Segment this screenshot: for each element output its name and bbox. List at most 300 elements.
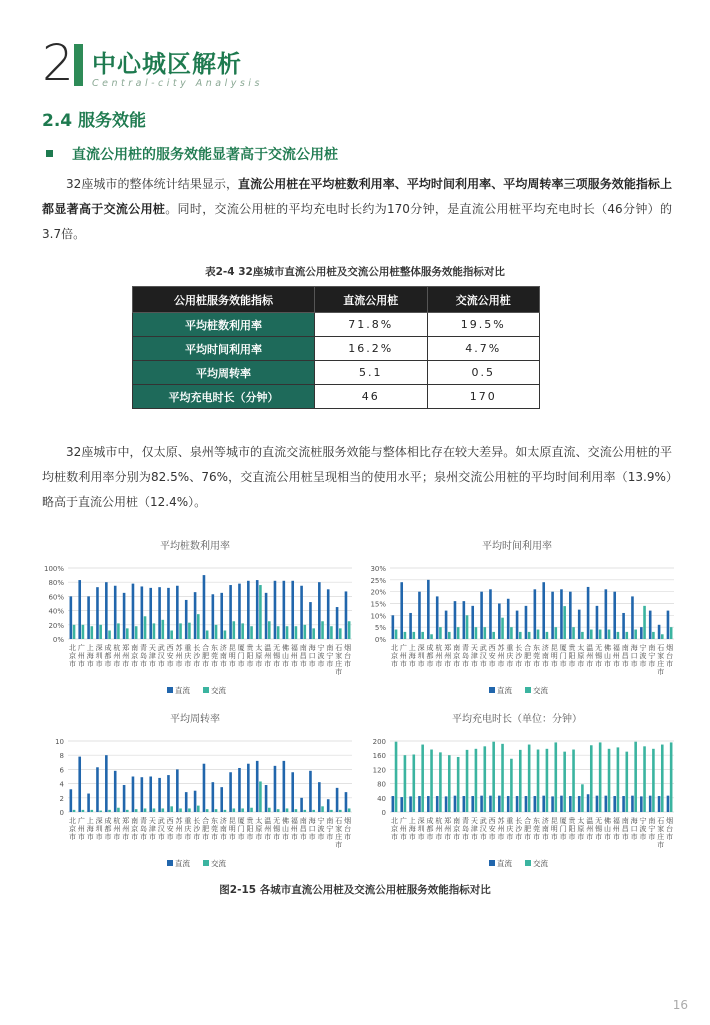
- bar-ac: [153, 623, 156, 639]
- x-tick-label: 海口市: [308, 817, 316, 841]
- row-label: 平均周转率: [133, 361, 315, 385]
- bar-dc: [454, 796, 457, 812]
- bar-dc: [471, 606, 474, 639]
- y-tick-label: 80: [377, 780, 386, 789]
- bar-dc: [489, 796, 492, 812]
- x-tick-label: 昆明市: [228, 817, 236, 841]
- bar-dc: [132, 777, 135, 813]
- x-tick-label: 烟台市: [344, 817, 352, 841]
- y-tick-label: 120: [372, 766, 386, 775]
- x-tick-label: 成都市: [104, 817, 112, 841]
- bar-dc: [489, 589, 492, 639]
- x-tick-label: 重庆市: [184, 817, 192, 841]
- x-tick-label: 北京市: [390, 644, 398, 668]
- x-tick-label: 南昌市: [299, 644, 307, 668]
- x-tick-label: 无锡市: [595, 644, 603, 668]
- bar-dc: [336, 607, 339, 639]
- bar-dc: [256, 761, 259, 812]
- bar-dc: [445, 611, 448, 639]
- bar-ac: [170, 630, 173, 639]
- x-tick-label: 无锡市: [595, 817, 603, 841]
- bar-ac: [82, 625, 85, 639]
- y-tick-label: 200: [372, 738, 386, 746]
- legend-label: 直流: [497, 859, 512, 868]
- bar-ac: [108, 810, 111, 812]
- bar-dc: [318, 782, 321, 812]
- x-tick-label: 杭州市: [113, 644, 121, 668]
- x-tick-label: 广州市: [77, 644, 85, 668]
- legend-swatch: [525, 860, 531, 866]
- x-tick-label: 重庆市: [184, 644, 192, 668]
- bar-ac: [501, 744, 504, 812]
- bar-ac: [421, 632, 424, 639]
- x-tick-label: 深圳市: [417, 817, 425, 841]
- bar-dc: [78, 580, 81, 639]
- row-label: 平均时间利用率: [133, 337, 315, 361]
- bar-dc: [480, 592, 483, 639]
- legend-label: 交流: [533, 859, 548, 868]
- bar-ac: [117, 808, 120, 812]
- figure-caption: 图2-15 各城市直流公用桩及交流公用桩服务效能指标对比: [219, 884, 491, 896]
- x-tick-label: 温州市: [586, 817, 594, 841]
- bar-dc: [283, 761, 286, 812]
- x-tick-label: 昆明市: [228, 644, 236, 668]
- bar-ac: [312, 628, 315, 639]
- x-tick-label: 北京市: [68, 817, 76, 841]
- bar-ac: [312, 810, 315, 812]
- x-tick-label: 太原市: [255, 817, 263, 841]
- bar-dc: [516, 796, 519, 812]
- bar-ac: [492, 632, 495, 639]
- bar-dc: [507, 599, 510, 639]
- x-tick-label: 长沙市: [515, 817, 523, 841]
- bar-dc: [114, 586, 117, 639]
- bar-dc: [658, 796, 661, 812]
- x-tick-label: 海口市: [308, 644, 316, 668]
- chapter-title: 中心城区解析: [92, 50, 242, 78]
- dc-value: 71.8%: [315, 313, 428, 337]
- x-tick-label: 佛山市: [281, 817, 289, 841]
- x-tick-label: 烟台市: [344, 644, 352, 668]
- x-tick-label: 合肥市: [202, 644, 210, 668]
- bar-ac: [546, 749, 549, 812]
- bar-dc: [167, 588, 170, 639]
- bar-ac: [224, 810, 227, 812]
- y-tick-label: 30%: [370, 565, 386, 573]
- paragraph-detail: 32座城市中，仅太原、泉州等城市的直流交流桩服务效能与整体相比存在较大差异。如太原直流、交流公用桩的平均桩数利用率分别为82.5%、76%，交直流公用桩呈现相当的使用水平；泉州交流公用桩的平均时间利用率（13.9%）略高于直流公用桩（12.4%）。: [42, 445, 672, 509]
- bar-dc: [649, 796, 652, 812]
- x-tick-label: 宁波市: [639, 644, 647, 668]
- bar-ac: [617, 747, 620, 812]
- legend-swatch: [525, 687, 531, 693]
- bar-ac: [652, 632, 655, 639]
- x-tick-label: 上海市: [408, 644, 416, 668]
- y-tick-label: 6: [59, 766, 64, 775]
- bar-ac: [179, 808, 182, 812]
- bar-dc: [578, 796, 581, 812]
- bar-dc: [516, 611, 519, 639]
- bar-ac: [670, 627, 673, 639]
- bar-ac: [554, 742, 557, 812]
- x-tick-label: 太原市: [577, 644, 585, 668]
- x-tick-label: 深圳市: [417, 644, 425, 668]
- bar-dc: [141, 777, 144, 812]
- bar-ac: [457, 627, 460, 639]
- bar-ac: [82, 810, 85, 812]
- x-tick-label: 南昌市: [621, 644, 629, 668]
- x-tick-label: 天津市: [470, 817, 478, 841]
- bar-ac: [475, 627, 478, 639]
- bar-ac: [581, 632, 584, 639]
- bar-ac: [572, 750, 575, 812]
- bar-dc: [418, 796, 421, 812]
- x-tick-label: 佛山市: [281, 644, 289, 668]
- bar-dc: [309, 771, 312, 812]
- bar-ac: [439, 627, 442, 639]
- chart-time-utilization: [352, 535, 682, 705]
- table-header: 交流公用桩: [427, 287, 540, 313]
- bar-dc: [283, 581, 286, 639]
- bar-dc: [87, 794, 90, 812]
- x-tick-label: 温州市: [264, 644, 272, 668]
- bar-ac: [135, 626, 138, 639]
- bar-ac: [572, 627, 575, 639]
- bar-dc: [622, 796, 625, 812]
- x-tick-label: 海口市: [630, 644, 638, 668]
- bar-dc: [498, 604, 501, 640]
- ac-value: 170: [427, 385, 540, 409]
- bar-dc: [265, 593, 268, 639]
- y-tick-label: 0%: [52, 636, 64, 644]
- bar-dc: [631, 596, 634, 639]
- bar-ac: [439, 752, 442, 812]
- y-tick-label: 15%: [370, 600, 386, 609]
- chart-pile-utilization: [30, 535, 360, 705]
- bar-ac: [161, 808, 164, 812]
- x-tick-label: 长沙市: [193, 817, 201, 841]
- bar-ac: [430, 634, 433, 639]
- bar-ac: [135, 809, 138, 812]
- bar-ac: [634, 630, 637, 639]
- bar-dc: [123, 593, 126, 639]
- bar-ac: [277, 809, 280, 812]
- bar-ac: [519, 632, 522, 639]
- bar-ac: [643, 606, 646, 639]
- bar-dc: [87, 596, 90, 639]
- bar-dc: [551, 592, 554, 639]
- ac-value: 0.5: [427, 361, 540, 385]
- x-tick-label: 宁波市: [639, 817, 647, 841]
- bar-dc: [640, 796, 643, 812]
- x-tick-label: 武汉市: [157, 817, 165, 841]
- x-tick-label: 杭州市: [435, 644, 443, 668]
- bar-ac: [295, 809, 298, 812]
- y-tick-label: 0: [59, 809, 64, 817]
- bar-ac: [268, 621, 271, 639]
- bar-dc: [427, 796, 430, 812]
- x-tick-label: 武汉市: [479, 644, 487, 668]
- bar-dc: [291, 581, 294, 639]
- x-tick-label: 宁波市: [317, 644, 325, 668]
- bar-ac: [215, 809, 218, 812]
- x-tick-label: 苏州市: [497, 817, 505, 841]
- chart-charging-duration: [352, 708, 682, 878]
- bar-dc: [203, 764, 206, 812]
- chart-svg: [30, 708, 360, 878]
- x-tick-label: 福州市: [290, 644, 298, 668]
- x-tick-label: 海口市: [630, 817, 638, 841]
- x-tick-label: 石家庄市: [335, 644, 343, 676]
- legend-label: 直流: [175, 686, 190, 695]
- bar-ac: [321, 806, 324, 812]
- bar-ac: [250, 626, 253, 639]
- bar-dc: [640, 627, 643, 639]
- bar-ac: [259, 781, 262, 812]
- x-tick-label: 武汉市: [479, 817, 487, 841]
- bar-dc: [238, 768, 241, 812]
- chart-title: 平均周转率: [170, 714, 220, 725]
- x-tick-label: 东莞市: [210, 644, 218, 668]
- y-tick-label: 80%: [48, 579, 64, 588]
- x-tick-label: 烟台市: [666, 644, 674, 668]
- bar-ac: [295, 626, 298, 639]
- bar-dc: [534, 589, 537, 639]
- legend-label: 直流: [497, 686, 512, 695]
- page-number: 16: [672, 998, 688, 1012]
- bar-ac: [126, 628, 129, 639]
- bar-ac: [625, 632, 628, 639]
- table-header: 直流公用桩: [315, 287, 428, 313]
- bar-dc: [176, 769, 179, 812]
- bar-dc: [463, 796, 466, 812]
- bar-dc: [463, 601, 466, 639]
- x-tick-label: 宁波市: [317, 817, 325, 841]
- bar-dc: [247, 581, 250, 639]
- bar-dc: [105, 582, 108, 639]
- x-tick-label: 昆明市: [550, 644, 558, 668]
- y-tick-label: 40: [377, 794, 386, 803]
- x-tick-label: 南京市: [453, 644, 461, 668]
- y-tick-label: 25%: [370, 576, 386, 585]
- bar-dc: [622, 613, 625, 639]
- bar-ac: [404, 632, 407, 639]
- x-tick-label: 上海市: [408, 817, 416, 841]
- x-tick-label: 深圳市: [95, 817, 103, 841]
- bar-ac: [581, 784, 584, 812]
- bar-ac: [501, 618, 504, 639]
- bar-ac: [99, 625, 102, 639]
- x-tick-label: 北京市: [390, 817, 398, 841]
- y-tick-label: 40%: [48, 607, 64, 616]
- x-tick-label: 厦门市: [559, 644, 567, 668]
- bar-ac: [483, 627, 486, 639]
- chart-svg: [30, 535, 360, 705]
- x-tick-label: 济南市: [541, 644, 549, 668]
- bar-dc: [542, 796, 545, 812]
- bar-ac: [348, 808, 351, 812]
- x-tick-label: 烟台市: [666, 817, 674, 841]
- chart-svg: [352, 535, 682, 705]
- bar-ac: [197, 806, 200, 812]
- bar-ac: [475, 749, 478, 812]
- table-row: [133, 385, 540, 409]
- chart-title: 平均桩数利用率: [160, 541, 230, 552]
- x-tick-label: 苏州市: [497, 644, 505, 668]
- bar-dc: [569, 796, 572, 812]
- bar-dc: [300, 586, 303, 639]
- x-tick-label: 贵阳市: [246, 817, 254, 841]
- x-tick-label: 石家庄市: [657, 644, 665, 676]
- x-tick-label: 杭州市: [113, 817, 121, 841]
- x-tick-label: 石家庄市: [657, 817, 665, 849]
- bar-ac: [412, 754, 415, 812]
- bar-dc: [327, 799, 330, 812]
- bar-ac: [170, 806, 173, 812]
- bar-dc: [70, 789, 73, 812]
- x-tick-label: 西安市: [166, 644, 174, 668]
- bar-ac: [590, 745, 593, 812]
- x-tick-label: 深圳市: [95, 644, 103, 668]
- x-tick-label: 无锡市: [273, 644, 281, 668]
- bar-dc: [114, 771, 117, 812]
- bar-dc: [327, 589, 330, 639]
- bar-dc: [203, 575, 206, 639]
- legend-swatch: [203, 860, 209, 866]
- y-tick-label: 20%: [370, 588, 386, 597]
- bar-ac: [321, 621, 324, 639]
- y-tick-label: 10: [55, 738, 64, 746]
- x-tick-label: 合肥市: [524, 644, 532, 668]
- bar-dc: [560, 796, 563, 812]
- x-tick-label: 东莞市: [532, 817, 540, 841]
- bar-dc: [274, 581, 277, 639]
- bar-ac: [528, 632, 531, 639]
- bar-ac: [339, 628, 342, 639]
- bar-dc: [291, 772, 294, 812]
- dc-value: 16.2%: [315, 337, 428, 361]
- bar-ac: [241, 808, 244, 812]
- bar-dc: [400, 582, 403, 639]
- bar-dc: [587, 794, 590, 812]
- bar-ac: [404, 755, 407, 812]
- bar-ac: [232, 621, 235, 639]
- x-tick-label: 南京市: [131, 644, 139, 668]
- bar-ac: [510, 759, 513, 812]
- dc-value: 5.1: [315, 361, 428, 385]
- bar-dc: [534, 796, 537, 812]
- x-tick-label: 济南市: [219, 644, 227, 668]
- x-tick-label: 青岛市: [139, 644, 147, 668]
- chapter-subtitle: Central-city Analysis: [92, 78, 263, 89]
- x-tick-label: 成都市: [104, 644, 112, 668]
- bar-ac: [617, 632, 620, 639]
- section-subheading: 直流公用桩的服务效能显著高于交流公用桩: [72, 147, 338, 163]
- bar-ac: [546, 632, 549, 639]
- table-row: [133, 313, 540, 337]
- table-row: [133, 361, 540, 385]
- x-tick-label: 上海市: [86, 644, 94, 668]
- bar-ac: [117, 623, 120, 639]
- section-title: 2.4 服务效能: [42, 111, 147, 131]
- bar-ac: [215, 625, 218, 639]
- x-tick-label: 郑州市: [444, 644, 452, 668]
- bullet-square-icon: [46, 150, 53, 157]
- bar-ac: [457, 757, 460, 812]
- bar-ac: [483, 746, 486, 812]
- chapter-number: 2: [42, 34, 74, 92]
- bar-dc: [274, 766, 277, 812]
- ac-value: 19.5%: [427, 313, 540, 337]
- bar-dc: [185, 600, 188, 639]
- y-tick-label: 160: [372, 752, 386, 761]
- bar-ac: [197, 614, 200, 639]
- bar-ac: [90, 626, 93, 639]
- bar-dc: [220, 593, 223, 639]
- x-tick-label: 广州市: [77, 817, 85, 841]
- bar-ac: [643, 746, 646, 812]
- x-tick-label: 石家庄市: [335, 817, 343, 849]
- x-tick-label: 贵阳市: [568, 644, 576, 668]
- legend-label: 交流: [211, 859, 226, 868]
- y-tick-label: 10%: [370, 612, 386, 621]
- y-tick-label: 4: [59, 780, 64, 789]
- bar-dc: [605, 589, 608, 639]
- bar-dc: [409, 796, 412, 812]
- bar-ac: [303, 625, 306, 639]
- bar-ac: [286, 626, 289, 639]
- bar-ac: [99, 811, 102, 812]
- bar-ac: [661, 745, 664, 812]
- x-tick-label: 无锡市: [273, 817, 281, 841]
- bar-ac: [73, 625, 76, 639]
- bar-ac: [590, 630, 593, 639]
- bar-dc: [105, 755, 108, 812]
- chart-turnover: [30, 708, 360, 878]
- x-tick-label: 长沙市: [193, 644, 201, 668]
- bar-ac: [259, 585, 262, 639]
- x-tick-label: 合肥市: [524, 817, 532, 841]
- x-tick-label: 福州市: [612, 817, 620, 841]
- bar-ac: [188, 808, 191, 812]
- bar-dc: [667, 796, 670, 812]
- bar-dc: [551, 796, 554, 812]
- y-tick-label: 20%: [48, 621, 64, 630]
- x-tick-label: 成都市: [426, 817, 434, 841]
- x-tick-label: 太原市: [255, 644, 263, 668]
- bar-ac: [144, 808, 147, 812]
- table-caption: 表2-4 32座城市直流公用桩及交流公用桩整体服务效能指标对比: [205, 266, 505, 278]
- x-tick-label: 郑州市: [444, 817, 452, 841]
- y-tick-label: 2: [59, 794, 64, 803]
- bar-ac: [286, 808, 289, 812]
- bar-dc: [631, 796, 634, 812]
- bar-ac: [395, 630, 398, 639]
- x-tick-label: 郑州市: [122, 644, 130, 668]
- bar-dc: [400, 797, 403, 812]
- bar-dc: [229, 772, 232, 812]
- bar-dc: [123, 785, 126, 812]
- bar-dc: [256, 580, 259, 639]
- x-tick-label: 南京市: [453, 817, 461, 841]
- bar-ac: [608, 630, 611, 639]
- bar-ac: [153, 808, 156, 812]
- bar-dc: [238, 584, 241, 639]
- x-tick-label: 南宁市: [326, 644, 334, 668]
- bar-ac: [661, 634, 664, 639]
- bar-dc: [454, 601, 457, 639]
- x-tick-label: 重庆市: [506, 644, 514, 668]
- bar-dc: [194, 592, 197, 639]
